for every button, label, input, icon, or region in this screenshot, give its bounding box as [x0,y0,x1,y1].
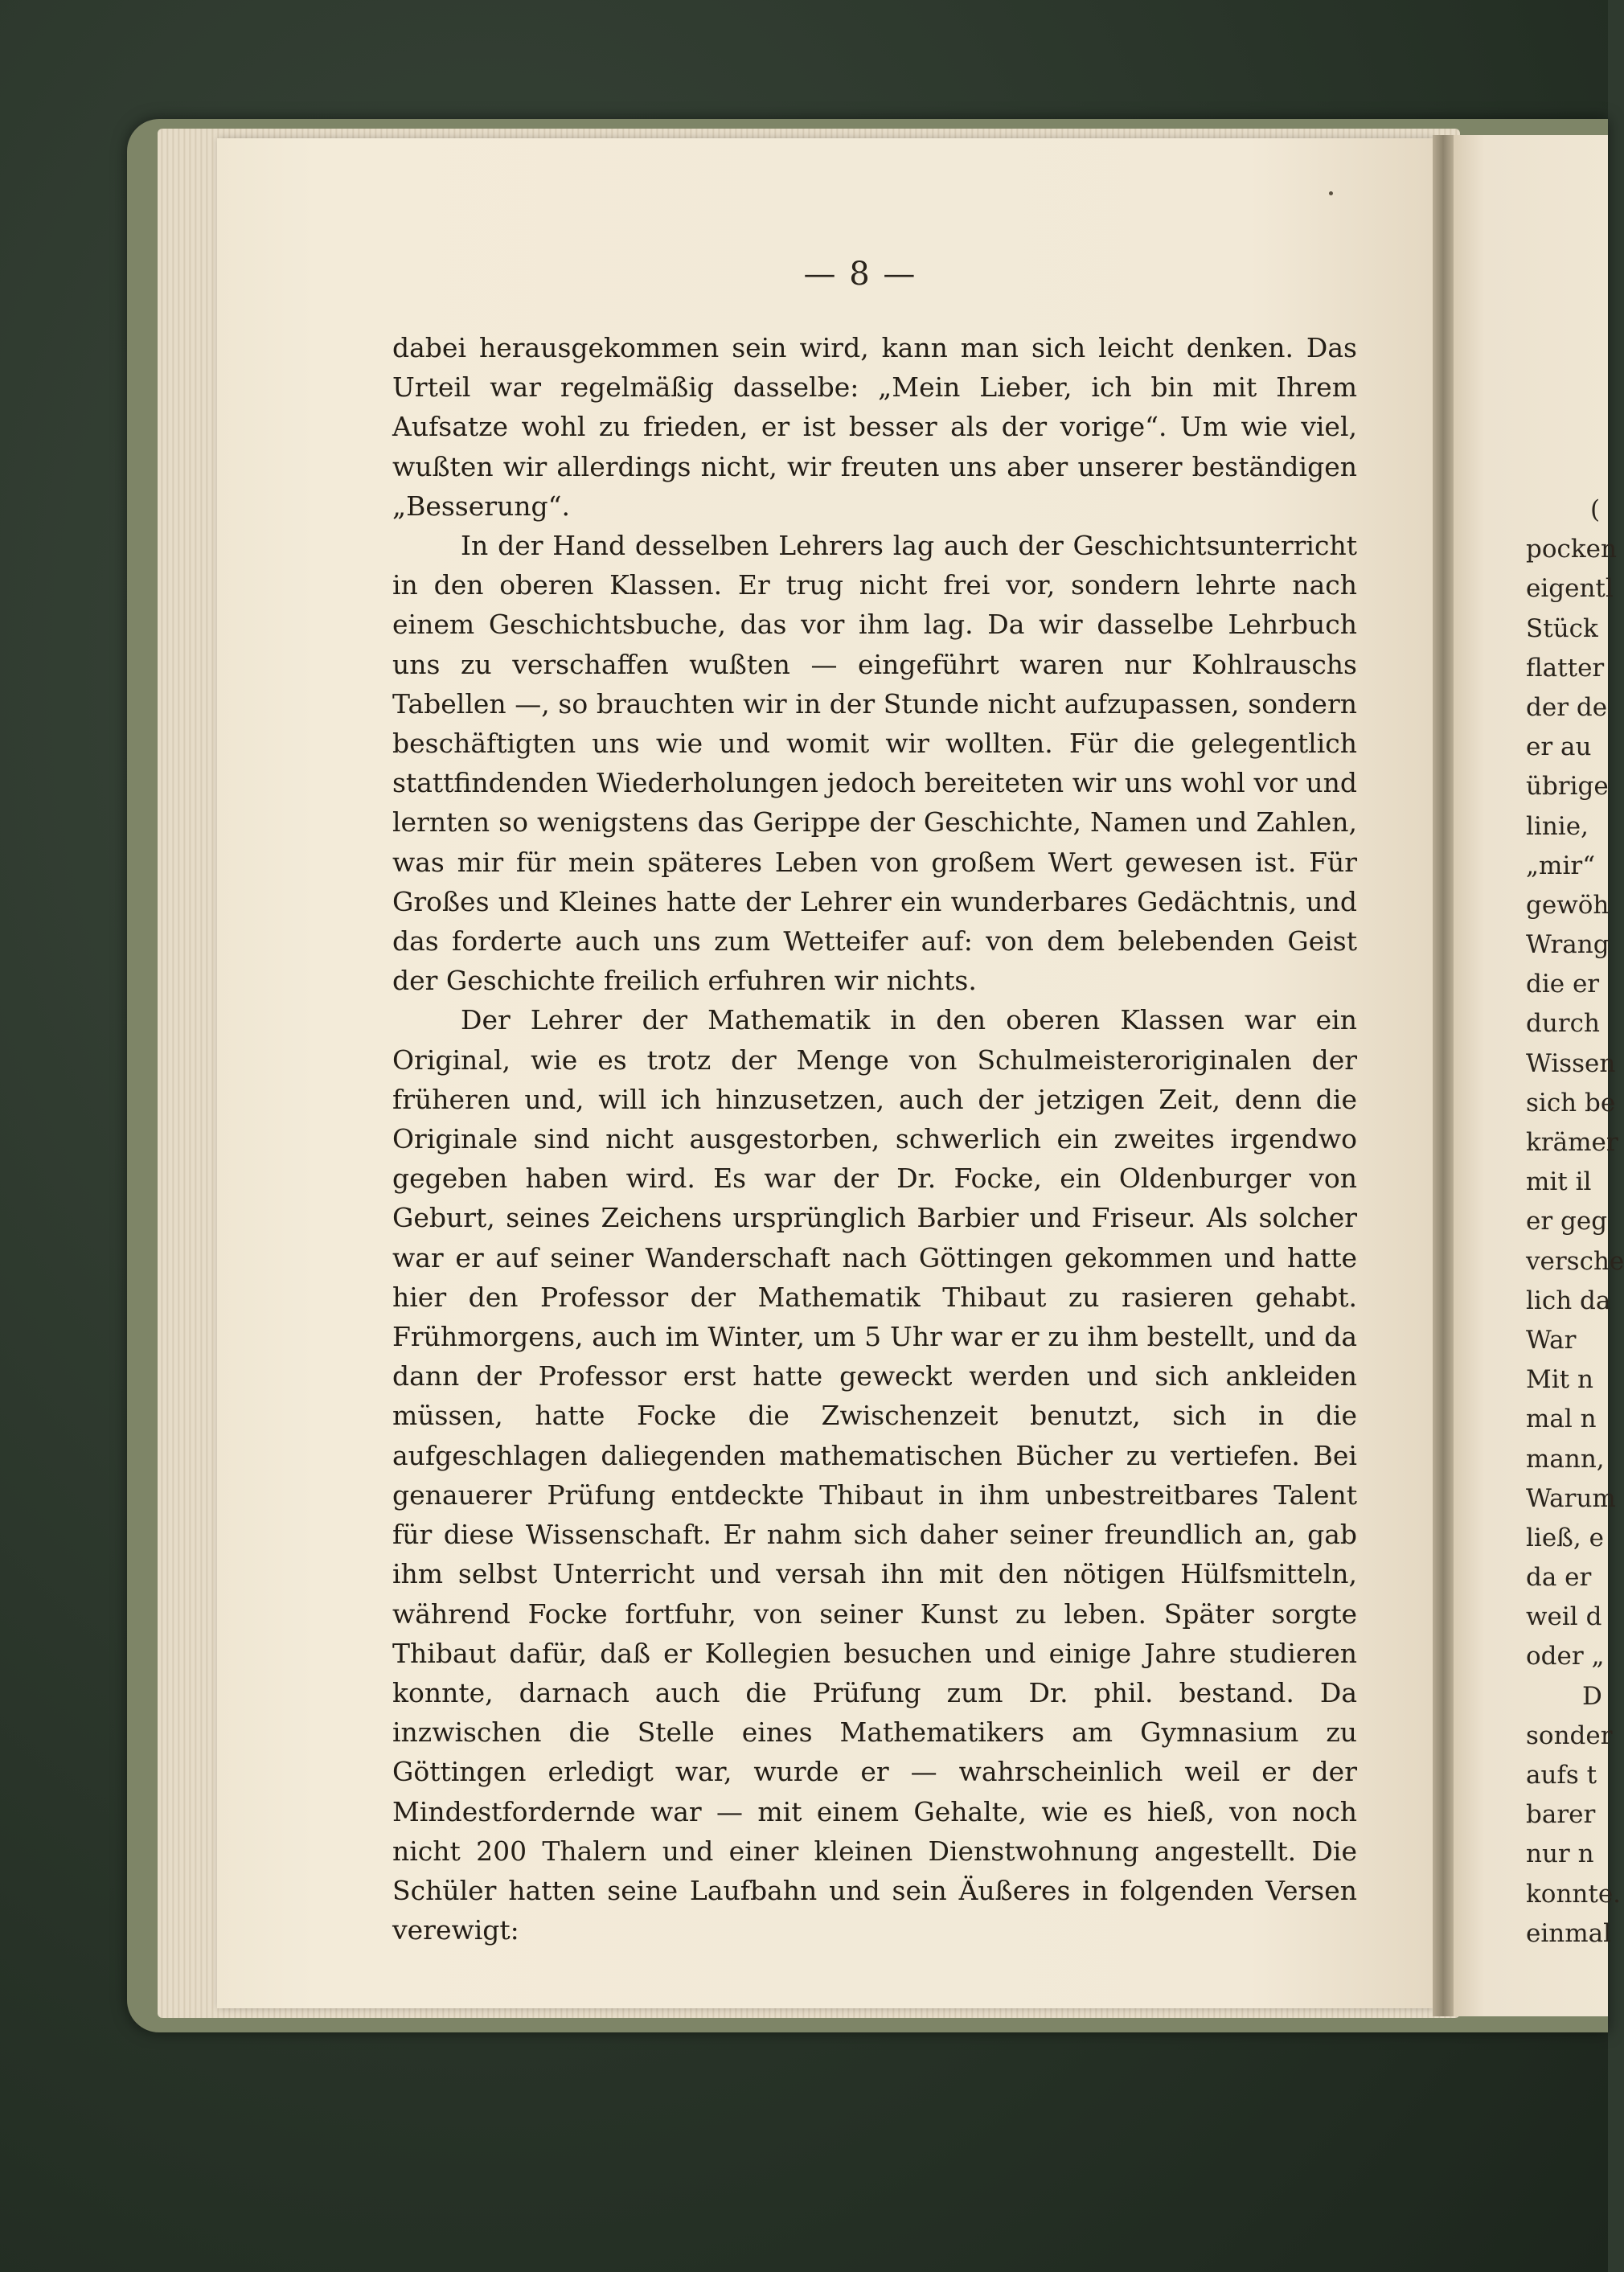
facing-line: War [1526,1325,1577,1355]
facing-line: D [1582,1681,1602,1711]
book-gutter [1433,135,1454,2016]
facing-line: eigentl [1526,574,1614,604]
facing-line: „mir“ [1526,851,1596,880]
facing-line: nur n [1526,1839,1594,1869]
facing-line: mann, [1526,1444,1605,1474]
paragraph-1: dabei herausgekommen sein wird, kann man sich leicht denken. Das Urteil war regelmäßig dasselbe: „Mein Lieber, ich bin mit Ihrem Aufsatze wohl zu frieden, er ist besser als der vorige“. Um wie viel, wußten wir allerdings nicht, wir freuten uns aber unserer beständigen „Besserung“. [392,332,1357,522]
page-number: — 8 — [803,256,917,293]
facing-line: Wissen [1526,1048,1616,1078]
facing-line: flatter [1526,653,1605,683]
facing-line: Mit n [1526,1365,1593,1395]
facing-line: da er [1526,1563,1592,1593]
facing-line: die er [1526,970,1600,999]
facing-line: er au [1526,732,1592,762]
facing-line: ließ, e [1526,1523,1604,1552]
facing-line: ( [1590,495,1601,524]
facing-line: linie, [1526,811,1589,841]
facing-line: Warum [1526,1483,1616,1513]
facing-line: der de [1526,692,1608,722]
facing-line: einmal [1526,1918,1612,1948]
facing-line: aufs t [1526,1761,1597,1790]
facing-page-text [1526,490,1624,1954]
facing-line: krämer [1526,1128,1618,1157]
facing-line: barer [1526,1800,1596,1830]
facing-line: mal n [1526,1405,1597,1434]
facing-line: oder „ [1526,1642,1605,1671]
paragraph-3: Der Lehrer der Mathematik in den oberen Klassen war ein Original, wie es trotz der Menge von Schulmeisteroriginalen der früheren und, will ich hinzusetzen, auch der jetzigen Zeit, denn die Originale sind nicht ausgestorben, schwerlich ein zweites irgendwo gegeben haben wird. Es war der Dr. Focke, ein Oldenburger von Geburt, seines Zeichens ursprünglich Barbier und Friseur. Als solcher war er auf seiner Wanderschaft nach Göttingen gekommen und hatte hier den Professor der Mathematik Thibaut zu rasieren gehabt. Frühmorgens, auch im Winter, um 5 Uhr war er zu ihm bestellt, und da dann der Professor erst hatte geweckt werden und sich ankleiden müssen, hatte Focke die Zwischenzeit benutzt, sich in die aufgeschlagen daliegenden mathematischen Bücher zu vertiefen. Bei genauerer Prüfung entdeckte Thibaut in ihm unbestreitbares Talent für diese Wissenschaft. Er nahm sich daher seiner freundlich an, gab ihm selbst Unterricht und versah ihn mit den nötigen Hülfsmitteln, während Focke fortfuhr, von seiner Kunst zu leben. Später sorgte Thibaut dafür, daß er Kollegien besuchen und einige Jahre studieren konnte, darnach auch die Prüfung zum Dr. phil. bestand. Da inzwischen die Stelle eines Mathematikers am Gymnasium zu Göttingen erledigt war, wurde er — wahrscheinlich weil er der Mindestfordernde war — mit einem Gehalte, wie es hieß, von noch nicht 200 Thalern und einer kleinen Dienstwohnung angestellt. Die Schüler hatten seine Laufbahn und sein Äußeres in folgenden Versen verewigt: [392,1004,1357,1946]
facing-line: er geg [1526,1207,1608,1236]
facing-line: durch [1526,1009,1600,1039]
facing-line: sich be [1526,1088,1616,1118]
facing-line: lich da [1526,1286,1611,1315]
body-text [392,328,1357,1950]
facing-line: sonder [1526,1720,1613,1750]
dust-speck [1329,191,1333,195]
facing-line: konnte. [1526,1879,1622,1909]
facing-line: Wrang [1526,930,1610,960]
facing-line: übrige [1526,772,1609,802]
facing-line: versche [1526,1246,1624,1276]
paragraph-2: In der Hand desselben Lehrers lag auch der Geschichtsunterricht in den oberen Klassen. Er trug nicht frei vor, sondern lehrte nach einem Geschichtsbuche, das vor ihm lag. Da wir dasselbe Lehrbuch uns zu verschaffen wußten — eingeführt waren nur Kohlrauschs Tabellen —, so brauchten wir in der Stunde nicht aufzupassen, sondern beschäftigten uns wie und womit wir wollten. Für die gelegentlich stattfindenden Wiederholungen jedoch bereiteten wir uns wohl vor und lernten so wenigstens das Gerippe der Geschichte, Namen und Zahlen, was mir für mein späteres Leben von großem Wert gewesen ist. Für Großes und Kleines hatte der Lehrer ein wunderbares Gedächtnis, und das forderte auch uns zum Wetteifer auf: von dem belebenden Geist der Geschichte freilich erfuhren wir nichts. [392,530,1357,997]
facing-line: Stück [1526,613,1598,643]
facing-line: gewöh [1526,890,1610,920]
facing-line: pocken [1526,535,1617,564]
facing-line: weil d [1526,1602,1602,1632]
facing-line: mit il [1526,1167,1592,1197]
